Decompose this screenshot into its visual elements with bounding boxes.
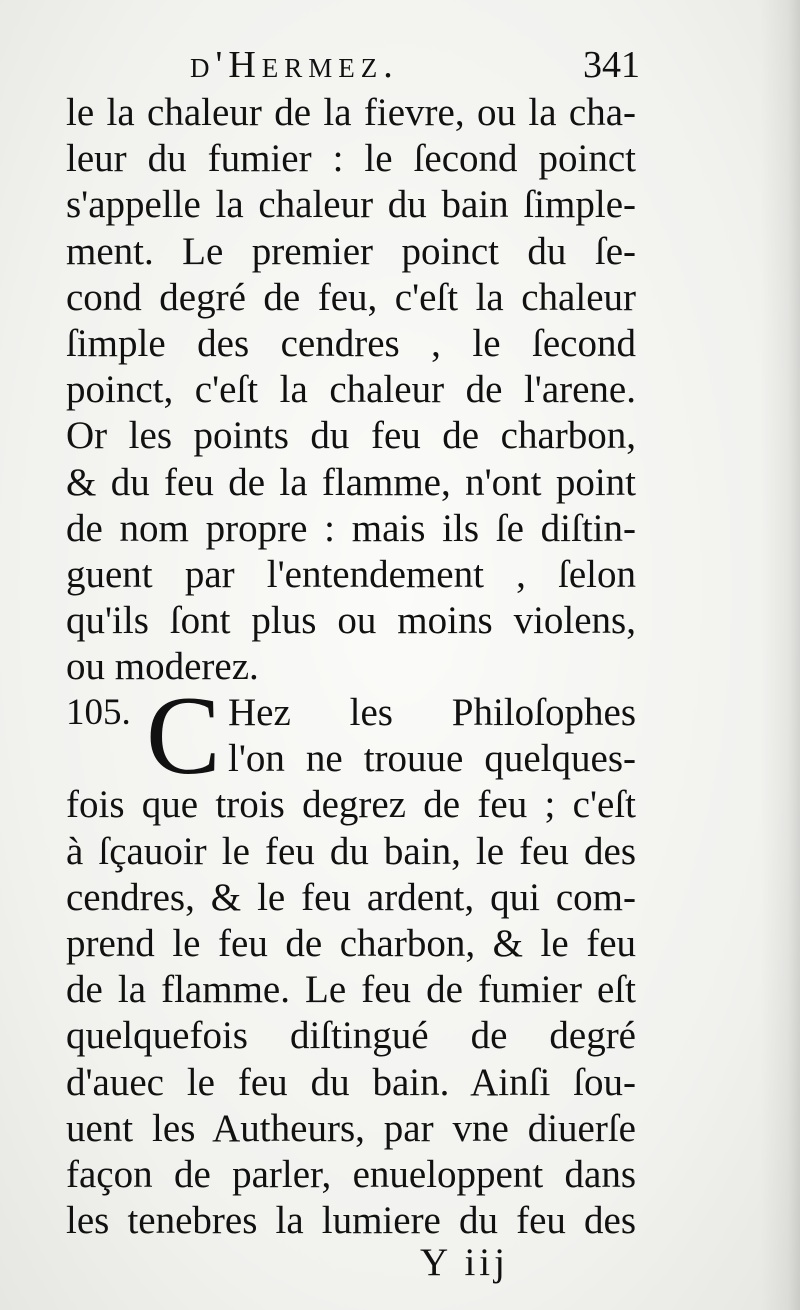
text-line: cendres, & le feu ardent, qui com- bbox=[66, 875, 636, 919]
text-line: de la flamme. Le feu de fumier eſt bbox=[66, 968, 636, 1012]
text-line: prend le feu de charbon, & le feu bbox=[66, 921, 636, 965]
drop-cap: C bbox=[146, 674, 221, 798]
drop-cap-row bbox=[66, 674, 636, 798]
text-line: à ſçauoir le feu du bain, le feu des bbox=[66, 829, 636, 873]
text-line: ſimple des cendres , le ſecond bbox=[66, 321, 636, 365]
text-line: fois que trois degrez de feu ; c'eſt bbox=[66, 783, 636, 827]
paragraph-105 bbox=[66, 674, 636, 1244]
text-line: poinct, c'eſt la chaleur de l'arene. bbox=[66, 368, 636, 412]
page-edge-shadow bbox=[760, 0, 800, 1310]
text-line: les tenebres la lumiere du feu des bbox=[66, 1199, 636, 1243]
body-text bbox=[66, 90, 636, 690]
text-line: leur du fumier : le ſecond poinct bbox=[66, 137, 636, 181]
text-line: le la chaleur de la fievre, ou la cha- bbox=[66, 91, 636, 134]
text-line: cond degré de feu, c'eſt la chaleur bbox=[66, 275, 636, 319]
text-line: de nom propre : mais ils ſe diſtin- bbox=[66, 506, 636, 550]
text-line: d'auec le feu du bain. Ainſi ſou- bbox=[66, 1060, 636, 1104]
signature-mark: Y iij bbox=[420, 1241, 509, 1284]
text-line: l'on ne trouue quelques- bbox=[228, 737, 636, 781]
text-line: qu'ils ſont plus ou moins violens, bbox=[66, 599, 636, 643]
text-line: s'appelle la chaleur du bain ſimple- bbox=[66, 183, 636, 227]
running-head: d'Hermez. bbox=[190, 44, 399, 86]
paragraph-number: 105. bbox=[66, 692, 131, 733]
page-number: 341 bbox=[583, 44, 640, 86]
text-line: ou moderez. bbox=[66, 645, 259, 689]
text-line: & du feu de la flamme, n'ont point bbox=[66, 460, 636, 504]
page-header bbox=[190, 40, 640, 90]
text-line: guent par l'entendement , ſelon bbox=[66, 552, 636, 596]
text-line: uent les Autheurs, par vne diuerſe bbox=[66, 1106, 636, 1150]
text-line: Hez les Philoſophes bbox=[228, 691, 636, 734]
text-line: Or les points du feu de charbon, bbox=[66, 414, 636, 458]
text-line: quelquefois diſtingué de degré bbox=[66, 1014, 636, 1058]
text-line: façon de parler, enueloppent dans bbox=[66, 1152, 636, 1196]
text-line: ment. Le premier poinct du ſe- bbox=[66, 229, 636, 273]
